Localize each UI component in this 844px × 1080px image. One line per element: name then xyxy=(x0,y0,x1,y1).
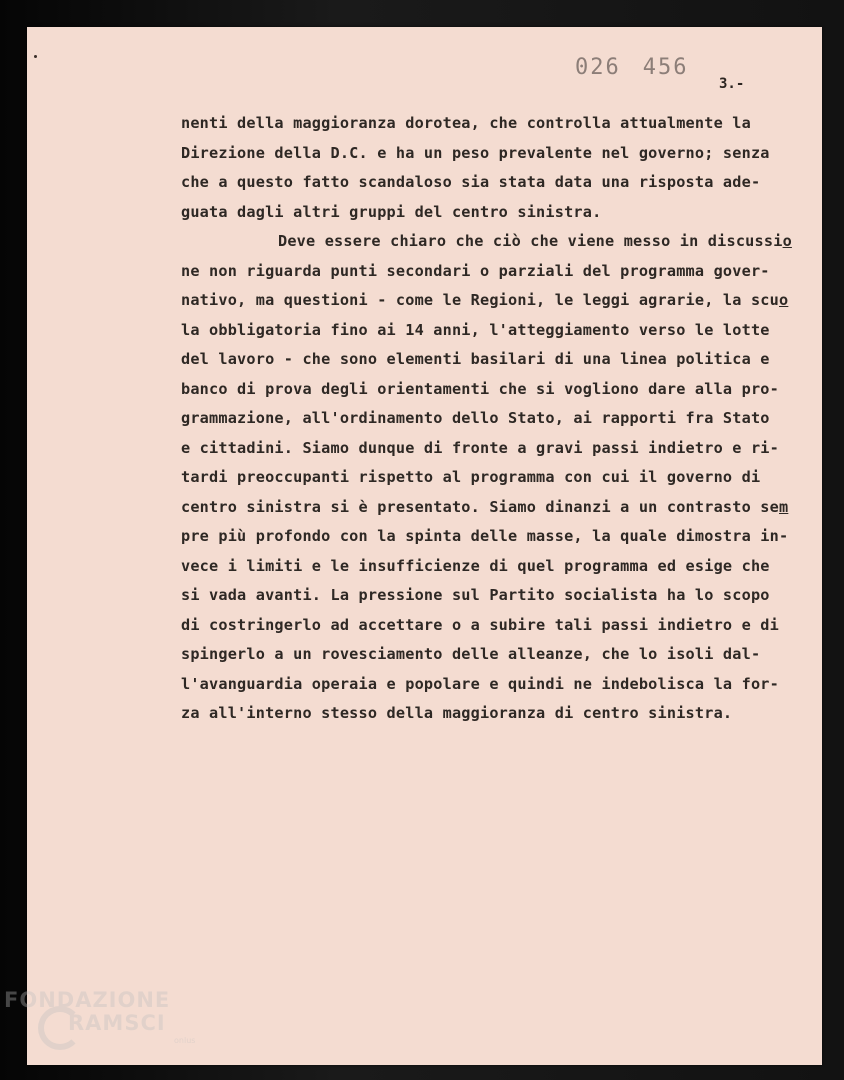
text-line: tardi preoccupanti rispetto al programma con cui il governo di xyxy=(181,468,761,486)
text-line: la obbligatoria fino ai 14 anni, l'atteggiamento verso le lotte xyxy=(181,320,770,339)
text-line xyxy=(181,227,811,257)
document-page xyxy=(27,27,822,1065)
underlined-letter: m xyxy=(779,497,789,516)
typewritten-body xyxy=(181,109,811,729)
watermark-small: onlus xyxy=(174,1036,196,1045)
text-line: za all'interno stesso della maggioranza di centro sinistra. xyxy=(181,704,733,722)
text-line: ne non riguarda punti secondari o parziali del programma gover- xyxy=(181,261,770,280)
stamp-number-second: 456 xyxy=(642,55,689,80)
watermark-line1: FONDAZIONE xyxy=(4,988,171,1012)
text-line: banco di prova degli orientamenti che si vogliono dare alla pro- xyxy=(181,379,779,398)
text-line: spingerlo a un rovesciamento delle alleanze, che lo isoli dal- xyxy=(181,645,761,663)
text-line: Direzione della D.C. e ha un peso prevalente nel governo; senza xyxy=(181,143,770,162)
text-line-main: Deve essere chiaro che ciò che viene messo in discussi xyxy=(278,232,783,250)
text-line-main: nativo, ma questioni - come le Regioni, le leggi agrarie, la scu xyxy=(181,291,779,309)
text-line: l'avanguardia operaia e popolare e quindi ne indebolisca la for- xyxy=(181,674,779,693)
page-number: 3.- xyxy=(719,76,745,92)
text-line: si vada avanti. La pressione sul Partito socialista ha lo scopo xyxy=(181,586,770,604)
fondazione-gramsci-watermark xyxy=(4,988,204,1058)
text-line: pre più profondo con la spinta delle masse, la quale dimostra in- xyxy=(181,527,789,545)
text-line: guata dagli altri gruppi del centro sinistra. xyxy=(181,202,602,221)
text-line: vece i limiti e le insufficienze di quel programma ed esige che xyxy=(181,556,770,575)
text-line: che a questo fatto scandaloso sia stata data una risposta ade- xyxy=(181,173,761,191)
text-line xyxy=(181,493,811,523)
text-line: nenti della maggioranza dorotea, che controlla attualmente la xyxy=(181,114,751,132)
underlined-letter: o xyxy=(782,232,792,250)
text-line: e cittadini. Siamo dunque di fronte a gravi passi indietro e ri- xyxy=(181,438,779,457)
text-line: di costringerlo ad accettare o a subire tali passi indietro e di xyxy=(181,615,779,634)
text-line xyxy=(181,286,811,316)
underlined-letter: o xyxy=(779,291,789,309)
archive-stamp-number xyxy=(575,55,711,80)
text-line: del lavoro - che sono elementi basilari di una linea politica e xyxy=(181,350,770,368)
watermark-line2: RAMSCI xyxy=(68,1011,166,1035)
text-line: grammazione, all'ordinamento dello Stato, ai rapporti fra Stato xyxy=(181,409,770,427)
ink-dot xyxy=(34,55,37,58)
stamp-number-first: 026 xyxy=(575,55,621,80)
text-line-main: centro sinistra si è presentato. Siamo dinanzi a un contrasto se xyxy=(181,497,779,516)
